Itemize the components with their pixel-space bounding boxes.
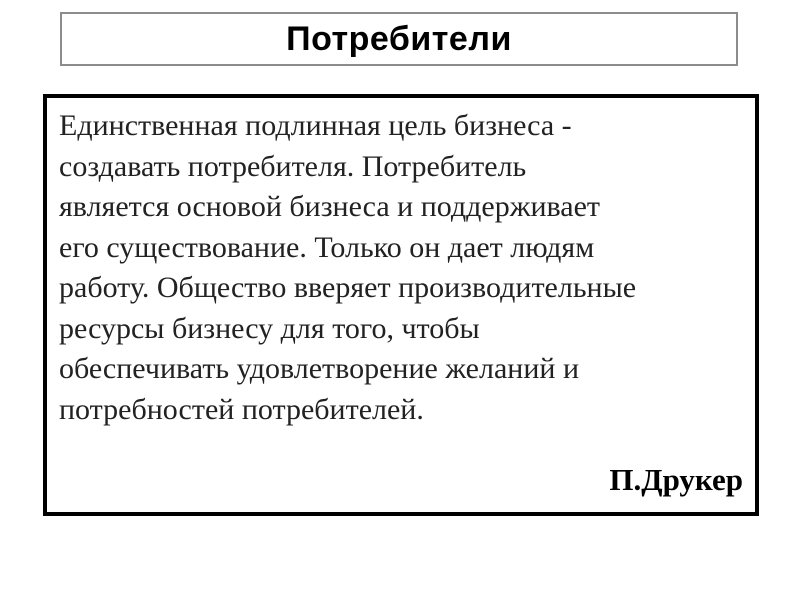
quote-text [59, 106, 749, 430]
quote-line: является основой бизнеса и поддерживает [59, 190, 601, 223]
quote-line: обеспечивать удовлетворение желаний и [59, 352, 580, 385]
slide-title: Потребители [286, 19, 512, 58]
quote-line: потребностей потребителей. [59, 392, 424, 426]
quote-line: Единственная подлинная цель бизнеса - [59, 109, 572, 142]
quote-line: его существование. Только он дает людям [59, 230, 595, 264]
title-box [60, 12, 738, 66]
quote-line: создавать потребителя. Потребитель [59, 149, 527, 183]
quote-line: ресурсы бизнесу для того, чтобы [59, 311, 480, 345]
quote-author: П.Друкер [609, 462, 743, 497]
quote-box [43, 94, 759, 516]
quote-line: работу. Общество вверяет производительные [59, 271, 637, 304]
